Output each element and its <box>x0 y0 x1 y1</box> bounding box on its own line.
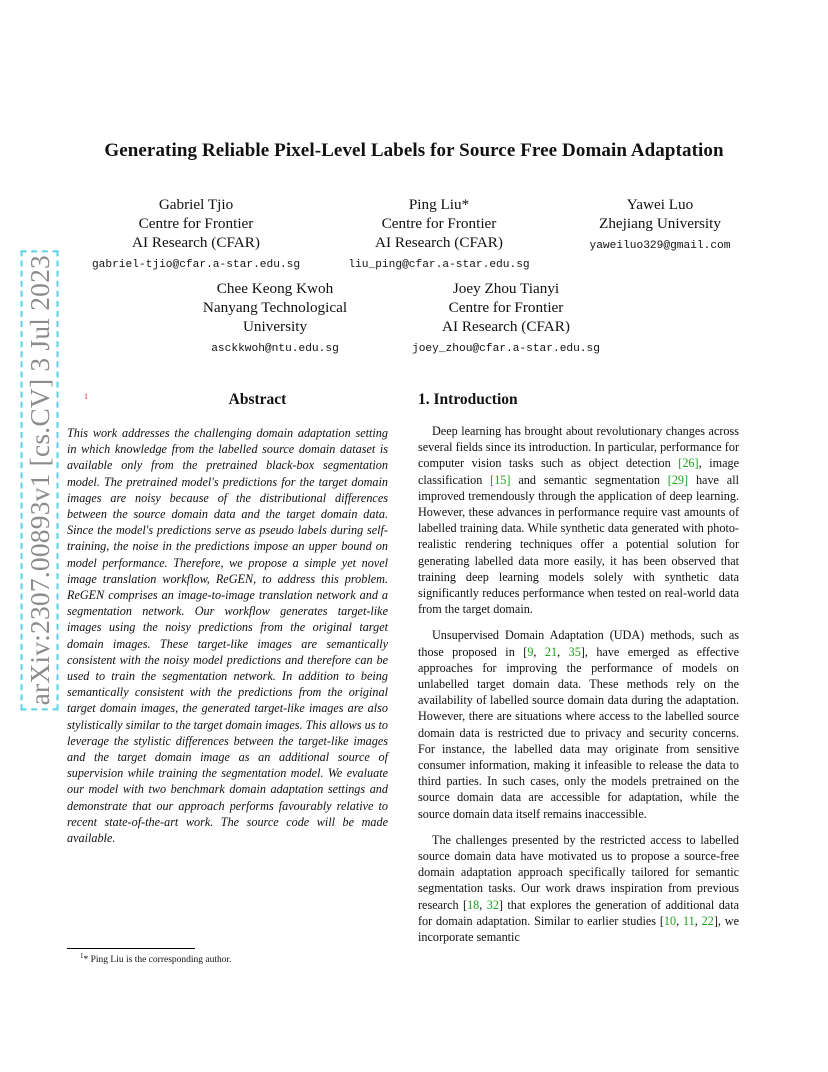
author-name: Joey Zhou Tianyi <box>452 280 560 297</box>
text-run: The challenges presented by the restricted access to labelled source domain data have motivated us to propose a source-free domain adaptation approach specifically tailored for semantic segmentation tasks. Our work draws inspiration from previous research [ <box>418 832 739 912</box>
citation-link[interactable]: 10 <box>663 913 677 928</box>
author-affiliation: AI Research (CFAR) <box>375 234 503 251</box>
author-affiliation: AI Research (CFAR) <box>132 234 260 251</box>
citation-link[interactable]: [29] <box>667 472 689 487</box>
author-block-5 <box>395 279 617 359</box>
intro-paragraph-2 <box>418 627 739 821</box>
abstract-text: This work addresses the challenging domain adaptation setting in which knowledge from the labelled source domain dataset is available only from the pretrained black-box segmentation model. The pretrained model's predictions for the target domain images are noisy because of the distributional differences between the source domain data and the target domain data. Since the model's predictions serve as pseudo labels during self-training, the noise in the predictions impose an upper bound on model performance. Therefore, we propose a simple yet novel image translation workflow, ReGEN, to address this problem. ReGEN comprises an image-to-image translation network and a segmentation network. Our workflow generates target-like images using the noisy predictions from the original target domain images. These target-like images are semantically consistent with the noisy model predictions and therefore can be used to train the segmentation network. In addition to being semantically consistent with the predictions from the original target domain images, the generated target-like images are also stylistically similar to the target domain images. This allows us to leverage the stylistic differences between the target-like images and the target domain image as an additional source of supervision while training the segmentation model. We evaluate our model with two benchmark domain adaptation settings and demonstrate that our approach performs favourably relative to recent state-of-the-art work. The source code will be made available. <box>67 426 388 846</box>
intro-paragraph-3 <box>418 832 739 945</box>
text-run: ], we incorporate semantic <box>418 913 740 945</box>
citation-link[interactable]: 32 <box>486 897 499 912</box>
citation-link[interactable]: [15] <box>490 472 511 487</box>
text-run: , image classification <box>418 456 739 487</box>
author-affiliation: Nanyang Technological <box>202 299 348 316</box>
intro-paragraph-1 <box>418 423 739 617</box>
text-run: Deep learning has brought about revolutionary changes across several fields since its introduction. In particular, performance for computer vision tasks such as object detection <box>418 424 739 471</box>
text-run: have all improved tremendously through the application of deep learning. However, these advances in performance require vast amounts of labelled training data. While synthetic data generated with photo-realistic rendering techniques offer a potential solution for generating labelled data more easily, it has been observed that training deep learning models solely with synthetic data significantly reduces performance when tested on real-world data from the target domain. <box>418 472 739 617</box>
text-run: ], have emerged as effective approaches for improving the performance of models on unlabelled target domain data. These methods rely on the availability of labelled source domain data during the adaptation. However, there are situations where access to the labelled source domain data is restricted due to privacy and security concerns. For instance, the labelled data may originate from sensitive consumer information, making it infeasible to release the data to third parties. In such cases, only the models pretrained on the source domain data are accessible for adaptation, while the source domain data itself remains inaccessible. <box>418 644 739 821</box>
author-affiliation: Zhejiang University <box>599 215 721 232</box>
author-email[interactable]: liu_ping@cfar.a-star.edu.sg <box>348 259 530 271</box>
introduction-heading: 1. Introduction <box>418 391 518 408</box>
text-run: , <box>557 644 569 659</box>
author-name: Yawei Luo <box>626 196 694 213</box>
author-affiliation: AI Research (CFAR) <box>442 318 570 335</box>
author-block-4 <box>175 279 375 359</box>
author-block-1 <box>80 195 312 275</box>
text-run: , <box>694 913 702 928</box>
author-affiliation: Centre for Frontier <box>138 215 254 232</box>
author-name: Gabriel Tjio <box>158 196 234 213</box>
introduction-body <box>418 423 739 945</box>
author-name: Ping Liu* <box>408 196 470 213</box>
arxiv-identifier <box>18 254 62 706</box>
author-email[interactable]: yaweiluo329@gmail.com <box>589 240 731 252</box>
citation-link[interactable]: 21 <box>544 644 558 659</box>
text-run: , <box>676 913 683 928</box>
author-affiliation: Centre for Frontier <box>381 215 497 232</box>
author-email[interactable]: joey_zhou@cfar.a-star.edu.sg <box>412 343 600 355</box>
text-run: , <box>479 897 487 912</box>
author-affiliation: University <box>242 318 308 335</box>
author-email[interactable]: gabriel-tjio@cfar.a-star.edu.sg <box>91 259 301 271</box>
paper-title: Generating Reliable Pixel-Level Labels for Source Free Domain Adaptation <box>104 140 724 161</box>
footnote <box>80 952 232 965</box>
citation-link[interactable]: [26] <box>678 456 699 471</box>
abstract-heading: Abstract <box>228 391 287 408</box>
author-name: Chee Keong Kwoh <box>216 280 334 297</box>
text-run: , <box>533 644 545 659</box>
text-run: and semantic segmentation <box>510 472 668 487</box>
footnote-number: 1 <box>80 952 84 960</box>
arxiv-id-text: arXiv:2307.00893v1 [cs.CV] 3 Jul 2023 <box>24 254 56 706</box>
author-block-2 <box>330 195 548 275</box>
footnote-text: * Ping Liu is the corresponding author. <box>83 955 232 966</box>
citation-link[interactable]: 9 <box>527 644 534 659</box>
citation-link[interactable]: 35 <box>568 644 581 659</box>
text-run: ] that explores the generation of additional data for domain adaptation. Similar to earlier studies [ <box>418 897 739 928</box>
footnote-rule <box>67 948 195 949</box>
author-block-3 <box>560 195 760 256</box>
author-email[interactable]: asckkwoh@ntu.edu.sg <box>211 343 339 355</box>
footnote-marker[interactable]: 1 <box>84 392 88 401</box>
citation-link[interactable]: 18 <box>467 897 480 912</box>
citation-link[interactable]: 22 <box>701 913 714 928</box>
citation-link[interactable]: 11 <box>683 913 695 928</box>
author-affiliation: Centre for Frontier <box>448 299 564 316</box>
text-run: Unsupervised Domain Adaptation (UDA) methods, such as those proposed in [ <box>418 628 739 659</box>
